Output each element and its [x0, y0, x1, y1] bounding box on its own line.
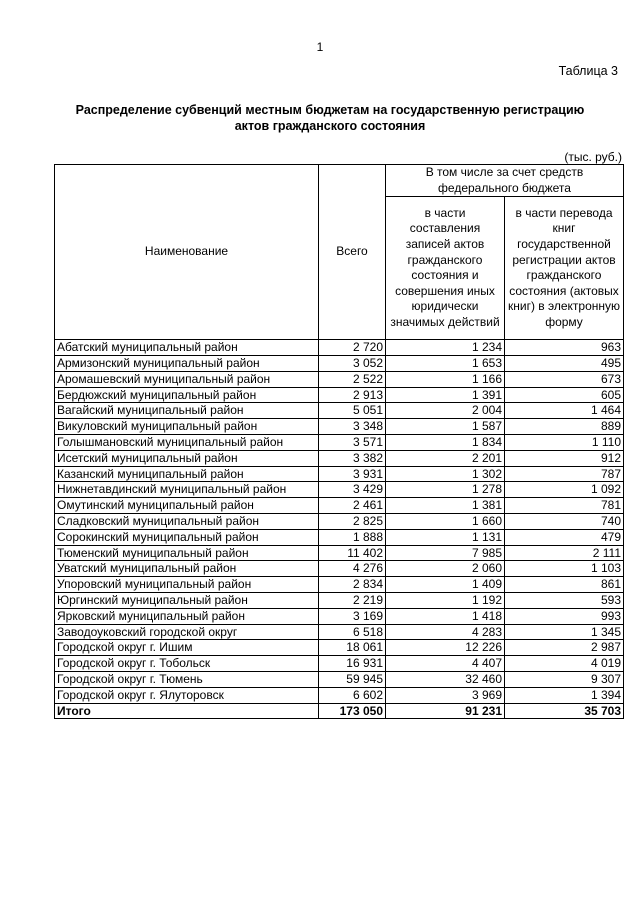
table-row — [55, 640, 624, 656]
table-row — [55, 608, 624, 624]
row-digitize-cell: 1 394 — [505, 687, 624, 703]
row-digitize-cell: 912 — [505, 450, 624, 466]
row-name-cell: Викуловский муниципальный район — [55, 419, 319, 435]
header-digitize: в части перевода книг государственной регистрации актов гражданского состояния (актовых книг) в электронную форму — [505, 197, 624, 340]
row-name-cell: Казанский муниципальный район — [55, 466, 319, 482]
table-row — [55, 482, 624, 498]
header-federal-group: В том числе за счет средств федерального бюджета — [386, 165, 624, 197]
row-digitize-cell: 740 — [505, 513, 624, 529]
row-digitize-cell: 787 — [505, 466, 624, 482]
title-line-2: актов гражданского состояния — [234, 119, 426, 133]
row-records-cell: 1 192 — [386, 592, 505, 608]
row-digitize-cell: 781 — [505, 498, 624, 514]
table-row — [55, 419, 624, 435]
row-total-cell: 2 522 — [319, 371, 386, 387]
row-digitize-cell: 605 — [505, 387, 624, 403]
row-digitize-cell: 2 987 — [505, 640, 624, 656]
row-records-cell: 3 969 — [386, 687, 505, 703]
row-total-cell: 2 913 — [319, 387, 386, 403]
row-records-cell: 1 391 — [386, 387, 505, 403]
row-name-cell: Ярковский муниципальный район — [55, 608, 319, 624]
title-line-1: Распределение субвенций местным бюджетам на государственную регистрацию — [75, 103, 585, 117]
row-name-cell: Омутинский муниципальный район — [55, 498, 319, 514]
row-name-cell: Бердюжский муниципальный район — [55, 387, 319, 403]
table-row — [55, 577, 624, 593]
row-digitize-cell: 1 464 — [505, 403, 624, 419]
row-digitize-cell: 889 — [505, 419, 624, 435]
row-records-cell: 1 302 — [386, 466, 505, 482]
row-records-cell: 1 131 — [386, 529, 505, 545]
header-name: Наименование — [55, 165, 319, 340]
row-name-cell: Сорокинский муниципальный район — [55, 529, 319, 545]
row-name-cell: Голышмановский муниципальный район — [55, 434, 319, 450]
table-row — [55, 340, 624, 356]
table-row — [55, 624, 624, 640]
table-row — [55, 656, 624, 672]
document-title — [40, 102, 620, 134]
header-total: Всего — [319, 165, 386, 340]
row-records-cell: 1 653 — [386, 355, 505, 371]
row-name-cell: Армизонский муниципальный район — [55, 355, 319, 371]
row-total-cell: 3 052 — [319, 355, 386, 371]
table-row — [55, 434, 624, 450]
totals-row — [55, 703, 624, 719]
row-records-cell: 1 409 — [386, 577, 505, 593]
row-name-cell: Абатский муниципальный район — [55, 340, 319, 356]
table-row — [55, 671, 624, 687]
row-total-cell: 3 382 — [319, 450, 386, 466]
row-records-cell: 91 231 — [386, 703, 505, 719]
row-name-cell: Юргинский муниципальный район — [55, 592, 319, 608]
row-total-cell: 6 518 — [319, 624, 386, 640]
row-name-cell: Заводоуковский городской округ — [55, 624, 319, 640]
table-header — [55, 165, 624, 340]
row-total-cell: 1 888 — [319, 529, 386, 545]
row-total-cell: 11 402 — [319, 545, 386, 561]
table-label: Таблица 3 — [558, 64, 618, 78]
row-total-cell: 16 931 — [319, 656, 386, 672]
row-records-cell: 1 278 — [386, 482, 505, 498]
units-label: (тыс. руб.) — [564, 150, 622, 164]
table-row — [55, 529, 624, 545]
row-digitize-cell: 2 111 — [505, 545, 624, 561]
row-total-cell: 3 571 — [319, 434, 386, 450]
row-digitize-cell: 963 — [505, 340, 624, 356]
row-total-cell: 2 219 — [319, 592, 386, 608]
row-digitize-cell: 1 110 — [505, 434, 624, 450]
row-records-cell: 2 201 — [386, 450, 505, 466]
row-name-cell: Тюменский муниципальный район — [55, 545, 319, 561]
row-name-cell: Исетский муниципальный район — [55, 450, 319, 466]
row-total-cell: 2 825 — [319, 513, 386, 529]
row-digitize-cell: 1 103 — [505, 561, 624, 577]
row-total-cell: 59 945 — [319, 671, 386, 687]
table-row — [55, 466, 624, 482]
table-row — [55, 592, 624, 608]
row-records-cell: 1 418 — [386, 608, 505, 624]
row-digitize-cell: 35 703 — [505, 703, 624, 719]
row-digitize-cell: 673 — [505, 371, 624, 387]
row-total-cell: 3 931 — [319, 466, 386, 482]
row-records-cell: 2 060 — [386, 561, 505, 577]
table-row — [55, 387, 624, 403]
row-total-cell: 18 061 — [319, 640, 386, 656]
row-records-cell: 4 283 — [386, 624, 505, 640]
row-total-cell: 173 050 — [319, 703, 386, 719]
table-row — [55, 498, 624, 514]
row-name-cell: Аромашевский муниципальный район — [55, 371, 319, 387]
table-row — [55, 687, 624, 703]
row-name-cell: Городской округ г. Ишим — [55, 640, 319, 656]
row-name-cell: Упоровский муниципальный район — [55, 577, 319, 593]
row-name-cell: Итого — [55, 703, 319, 719]
row-digitize-cell: 4 019 — [505, 656, 624, 672]
row-digitize-cell: 993 — [505, 608, 624, 624]
row-total-cell: 5 051 — [319, 403, 386, 419]
table-row — [55, 545, 624, 561]
row-name-cell: Городской округ г. Тобольск — [55, 656, 319, 672]
table-row — [55, 403, 624, 419]
row-total-cell: 6 602 — [319, 687, 386, 703]
row-total-cell: 3 429 — [319, 482, 386, 498]
row-records-cell: 4 407 — [386, 656, 505, 672]
row-records-cell: 1 660 — [386, 513, 505, 529]
row-digitize-cell: 1 345 — [505, 624, 624, 640]
table-row — [55, 513, 624, 529]
row-digitize-cell: 495 — [505, 355, 624, 371]
row-total-cell: 2 461 — [319, 498, 386, 514]
row-name-cell: Вагайский муниципальный район — [55, 403, 319, 419]
table-body — [55, 340, 624, 719]
table-row — [55, 450, 624, 466]
row-digitize-cell: 9 307 — [505, 671, 624, 687]
row-records-cell: 7 985 — [386, 545, 505, 561]
table-row — [55, 371, 624, 387]
row-records-cell: 12 226 — [386, 640, 505, 656]
row-records-cell: 1 166 — [386, 371, 505, 387]
row-name-cell: Городской округ г. Тюмень — [55, 671, 319, 687]
row-records-cell: 1 834 — [386, 434, 505, 450]
page-number: 1 — [316, 40, 324, 54]
row-digitize-cell: 1 092 — [505, 482, 624, 498]
row-name-cell: Уватский муниципальный район — [55, 561, 319, 577]
row-name-cell: Нижнетавдинский муниципальный район — [55, 482, 319, 498]
row-total-cell: 3 169 — [319, 608, 386, 624]
row-records-cell: 32 460 — [386, 671, 505, 687]
table-row — [55, 355, 624, 371]
row-digitize-cell: 479 — [505, 529, 624, 545]
row-total-cell: 3 348 — [319, 419, 386, 435]
table-row — [55, 561, 624, 577]
row-total-cell: 2 720 — [319, 340, 386, 356]
row-total-cell: 2 834 — [319, 577, 386, 593]
header-records: в части составления записей актов гражданского состояния и совершения иных юридически значимых действий — [386, 197, 505, 340]
row-records-cell: 1 234 — [386, 340, 505, 356]
row-digitize-cell: 593 — [505, 592, 624, 608]
row-digitize-cell: 861 — [505, 577, 624, 593]
row-name-cell: Сладковский муниципальный район — [55, 513, 319, 529]
row-records-cell: 1 587 — [386, 419, 505, 435]
row-records-cell: 2 004 — [386, 403, 505, 419]
row-records-cell: 1 381 — [386, 498, 505, 514]
subsidy-table — [54, 164, 624, 719]
row-name-cell: Городской округ г. Ялуторовск — [55, 687, 319, 703]
row-total-cell: 4 276 — [319, 561, 386, 577]
